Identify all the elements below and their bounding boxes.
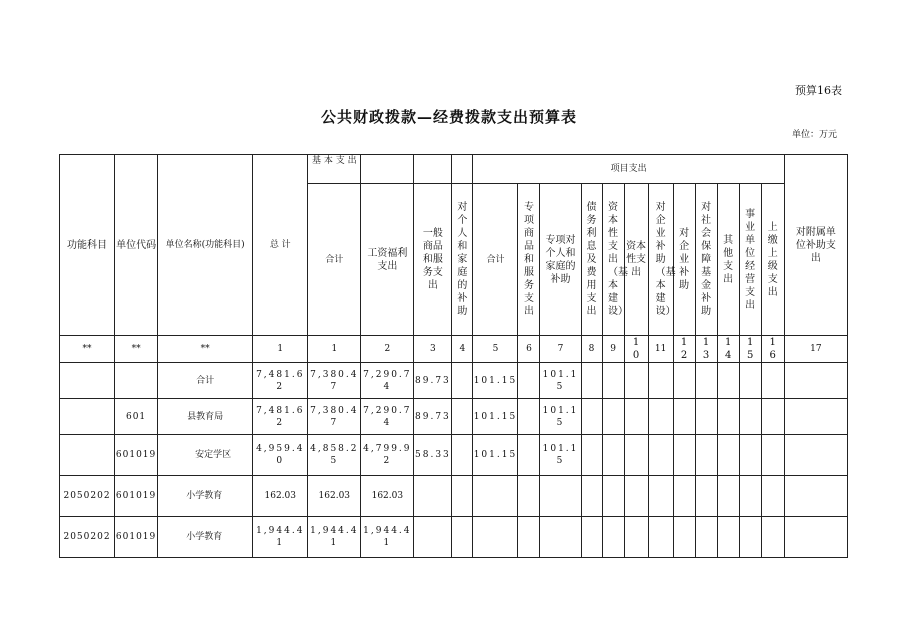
header-biz-subsidy: 事业单位经营支出 bbox=[739, 184, 761, 336]
cell-name: 合计 bbox=[158, 363, 253, 399]
table-row bbox=[60, 399, 848, 435]
cell-total: 4,959.40 bbox=[253, 435, 308, 476]
index-cell: 15 bbox=[739, 336, 761, 363]
cell-empty bbox=[581, 363, 602, 399]
cell-empty bbox=[784, 517, 847, 558]
cell-empty bbox=[673, 476, 695, 517]
index-cell: 13 bbox=[695, 336, 717, 363]
cell-func bbox=[60, 363, 115, 399]
header-capital-basic: 资本性支出（基本建设） bbox=[602, 184, 624, 336]
cell-empty bbox=[717, 517, 739, 558]
cell-empty bbox=[648, 363, 673, 399]
cell-goods: 58.33 bbox=[414, 435, 452, 476]
cell-wage: 7,290.74 bbox=[361, 399, 414, 435]
index-cell: ** bbox=[60, 336, 115, 363]
header-basic-total: 合计 bbox=[308, 184, 361, 336]
header-ent: 对企业补助 bbox=[673, 184, 695, 336]
index-cell: 10 bbox=[624, 336, 648, 363]
cell-empty bbox=[695, 435, 717, 476]
cell-empty bbox=[761, 476, 784, 517]
cell-empty bbox=[784, 363, 847, 399]
cell-empty bbox=[518, 399, 540, 435]
cell-empty bbox=[673, 517, 695, 558]
cell-proj-personal: 101.15 bbox=[540, 399, 581, 435]
cell-code: 601019 bbox=[115, 476, 158, 517]
cell-proj-total bbox=[473, 517, 518, 558]
cell-empty bbox=[761, 363, 784, 399]
cell-empty bbox=[673, 435, 695, 476]
cell-name: 安定学区 bbox=[158, 435, 253, 476]
header-upper: 上缴上级支出 bbox=[761, 184, 784, 336]
cell-total: 7,481.62 bbox=[253, 363, 308, 399]
header-proj-total: 合计 bbox=[473, 184, 518, 336]
table-row bbox=[60, 517, 848, 558]
cell-empty bbox=[602, 363, 624, 399]
cell-empty bbox=[717, 476, 739, 517]
cell-empty bbox=[739, 476, 761, 517]
index-cell: 7 bbox=[540, 336, 581, 363]
cell-empty bbox=[648, 517, 673, 558]
cell-empty bbox=[602, 476, 624, 517]
cell-name: 县教育局 bbox=[158, 399, 253, 435]
header-unit-name: 单位名称(功能科目) bbox=[158, 155, 253, 336]
cell-empty bbox=[739, 363, 761, 399]
cell-basic-total: 4,858.25 bbox=[308, 435, 361, 476]
cell-empty bbox=[695, 517, 717, 558]
cell-empty bbox=[602, 399, 624, 435]
cell-total: 7,481.62 bbox=[253, 399, 308, 435]
header-social: 对社会保障基金补助 bbox=[695, 184, 717, 336]
cell-empty bbox=[581, 476, 602, 517]
cell-empty bbox=[452, 363, 473, 399]
table-row bbox=[60, 363, 848, 399]
index-cell: 17 bbox=[784, 336, 847, 363]
index-cell: 4 bbox=[452, 336, 473, 363]
cell-total: 1,944.41 bbox=[253, 517, 308, 558]
cell-empty bbox=[452, 517, 473, 558]
cell-empty bbox=[581, 435, 602, 476]
cell-wage: 4,799.92 bbox=[361, 435, 414, 476]
cell-empty bbox=[518, 476, 540, 517]
cell-empty bbox=[602, 517, 624, 558]
cell-empty bbox=[739, 399, 761, 435]
cell-empty bbox=[648, 435, 673, 476]
cell-wage: 162.03 bbox=[361, 476, 414, 517]
cell-proj-total: 101.15 bbox=[473, 399, 518, 435]
header-blank-c bbox=[452, 155, 473, 184]
cell-empty bbox=[648, 476, 673, 517]
index-cell: 12 bbox=[673, 336, 695, 363]
cell-func: 2050202 bbox=[60, 517, 115, 558]
cell-basic-total: 7,380.47 bbox=[308, 399, 361, 435]
index-cell: 16 bbox=[761, 336, 784, 363]
index-cell: 9 bbox=[602, 336, 624, 363]
cell-empty bbox=[648, 399, 673, 435]
cell-proj-personal bbox=[540, 517, 581, 558]
cell-empty bbox=[784, 476, 847, 517]
cell-empty bbox=[452, 435, 473, 476]
cell-empty bbox=[761, 517, 784, 558]
page-title: 公共财政拨款—经费拨款支出预算表 bbox=[320, 108, 577, 126]
index-cell: 8 bbox=[581, 336, 602, 363]
header-personal: 对个人和家庭的补助 bbox=[452, 184, 473, 336]
header-blank-a bbox=[361, 155, 414, 184]
unit-label: 单位：万元 bbox=[792, 130, 838, 140]
cell-empty bbox=[761, 435, 784, 476]
header-capital: 资本性支出 bbox=[624, 184, 648, 336]
header-proj-goods: 专项商品和服务支出 bbox=[518, 184, 540, 336]
cell-empty bbox=[624, 517, 648, 558]
cell-goods bbox=[414, 476, 452, 517]
cell-basic-total: 1,944.41 bbox=[308, 517, 361, 558]
index-cell: 6 bbox=[518, 336, 540, 363]
cell-wage: 1,944.41 bbox=[361, 517, 414, 558]
cell-empty bbox=[695, 476, 717, 517]
cell-empty bbox=[761, 399, 784, 435]
cell-empty bbox=[673, 399, 695, 435]
header-project: 项目支出 bbox=[473, 155, 784, 184]
cell-empty bbox=[717, 435, 739, 476]
index-cell: 1 bbox=[308, 336, 361, 363]
header-affiliated: 对附属单位补助支出 bbox=[784, 155, 847, 336]
cell-func bbox=[60, 399, 115, 435]
budget-table bbox=[59, 154, 848, 558]
cell-empty bbox=[624, 435, 648, 476]
header-func-subject: 功能科目 bbox=[60, 155, 115, 336]
header-basic: 基 本 支 出 bbox=[308, 155, 361, 184]
cell-empty bbox=[695, 363, 717, 399]
cell-empty bbox=[518, 363, 540, 399]
cell-code: 601019 bbox=[115, 435, 158, 476]
header-debt: 债务利息及费用支出 bbox=[581, 184, 602, 336]
cell-proj-personal: 101.15 bbox=[540, 363, 581, 399]
cell-empty bbox=[581, 517, 602, 558]
cell-code: 601 bbox=[115, 399, 158, 435]
header-goods: 一般商品和服务支出 bbox=[414, 184, 452, 336]
cell-func bbox=[60, 435, 115, 476]
cell-empty bbox=[673, 363, 695, 399]
header-proj-personal: 专项对个人和家庭的补助 bbox=[540, 184, 581, 336]
index-cell: 3 bbox=[414, 336, 452, 363]
cell-proj-total: 101.15 bbox=[473, 363, 518, 399]
index-cell: ** bbox=[115, 336, 158, 363]
cell-empty bbox=[452, 476, 473, 517]
header-blank-b bbox=[414, 155, 452, 184]
cell-basic-total: 7,380.47 bbox=[308, 363, 361, 399]
cell-empty bbox=[518, 517, 540, 558]
cell-basic-total: 162.03 bbox=[308, 476, 361, 517]
cell-wage: 7,290.74 bbox=[361, 363, 414, 399]
cell-code bbox=[115, 363, 158, 399]
cell-empty bbox=[695, 399, 717, 435]
table-number-tag: 预算16表 bbox=[795, 84, 842, 97]
cell-empty bbox=[717, 363, 739, 399]
cell-empty bbox=[518, 435, 540, 476]
cell-proj-total: 101.15 bbox=[473, 435, 518, 476]
header-total: 总 计 bbox=[253, 155, 308, 336]
cell-func: 2050202 bbox=[60, 476, 115, 517]
cell-proj-personal bbox=[540, 476, 581, 517]
cell-name: 小学教育 bbox=[158, 517, 253, 558]
cell-code: 601019 bbox=[115, 517, 158, 558]
cell-name: 小学教育 bbox=[158, 476, 253, 517]
cell-empty bbox=[739, 435, 761, 476]
index-cell: ** bbox=[158, 336, 253, 363]
header-other: 其他支出 bbox=[717, 184, 739, 336]
cell-empty bbox=[624, 399, 648, 435]
cell-proj-total bbox=[473, 476, 518, 517]
cell-empty bbox=[452, 399, 473, 435]
table-row bbox=[60, 435, 848, 476]
index-cell: 1 bbox=[253, 336, 308, 363]
table-row bbox=[60, 476, 848, 517]
header-unit-code: 单位代码 bbox=[115, 155, 158, 336]
cell-proj-personal: 101.15 bbox=[540, 435, 581, 476]
index-cell: 14 bbox=[717, 336, 739, 363]
cell-total: 162.03 bbox=[253, 476, 308, 517]
cell-empty bbox=[784, 399, 847, 435]
cell-empty bbox=[581, 399, 602, 435]
cell-goods: 89.73 bbox=[414, 399, 452, 435]
index-cell: 5 bbox=[473, 336, 518, 363]
cell-empty bbox=[739, 517, 761, 558]
header-ent-basic: 对企业补助（基本建设） bbox=[648, 184, 673, 336]
index-row bbox=[60, 336, 848, 363]
cell-empty bbox=[624, 363, 648, 399]
index-cell: 2 bbox=[361, 336, 414, 363]
cell-goods bbox=[414, 517, 452, 558]
index-cell: 11 bbox=[648, 336, 673, 363]
cell-empty bbox=[784, 435, 847, 476]
cell-goods: 89.73 bbox=[414, 363, 452, 399]
cell-empty bbox=[717, 399, 739, 435]
cell-empty bbox=[602, 435, 624, 476]
header-wage: 工资福利支出 bbox=[361, 184, 414, 336]
cell-empty bbox=[624, 476, 648, 517]
